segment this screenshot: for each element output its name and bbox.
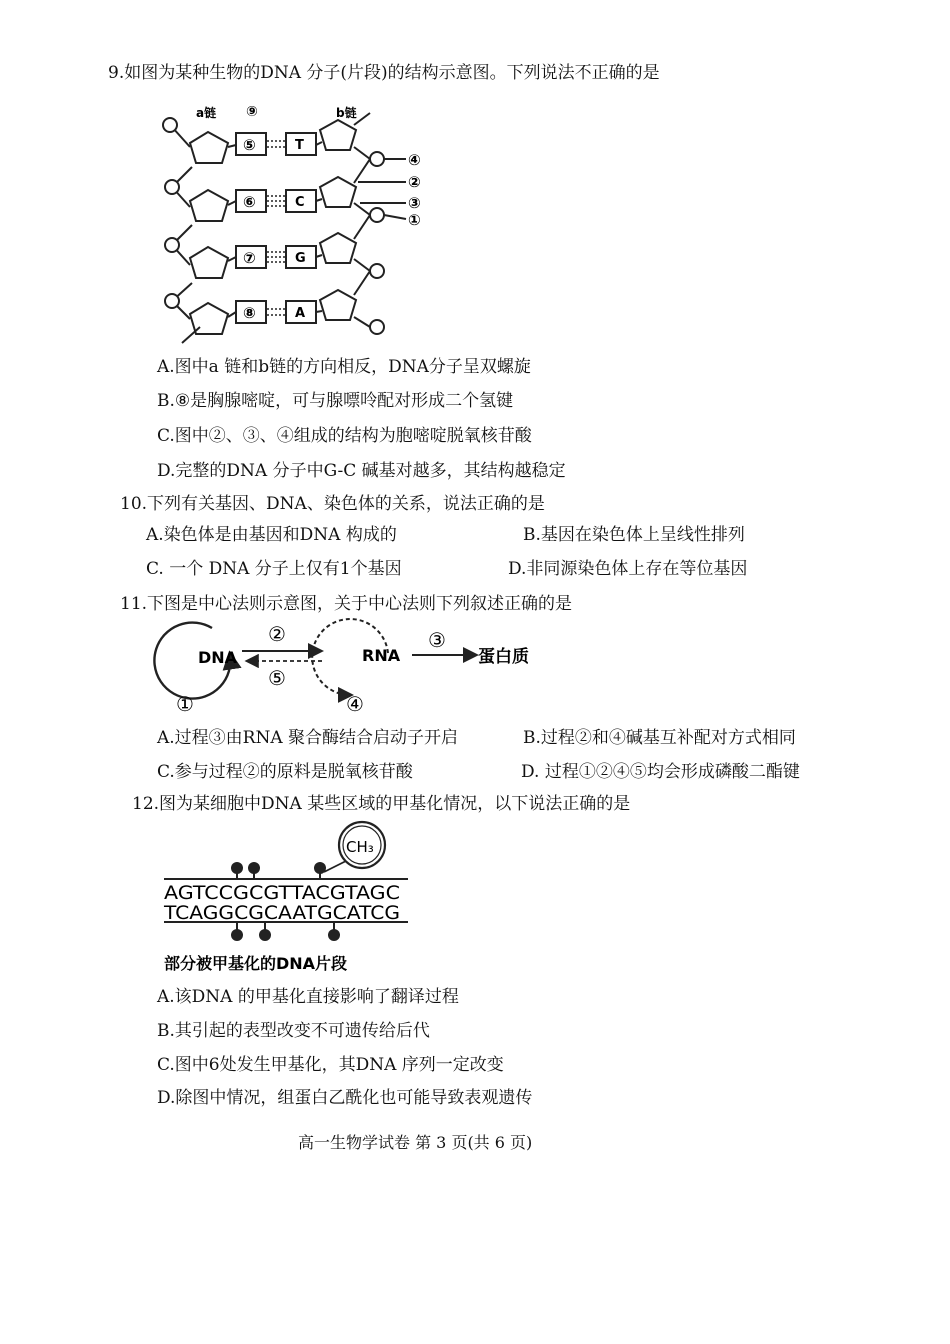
ch3-label: CH₃: [346, 838, 374, 856]
q11-stem: 11.下图是中心法则示意图，关于中心法则下列叙述正确的是: [120, 594, 573, 614]
label-1: ①: [408, 211, 421, 229]
base-num-6: ⑥: [243, 193, 256, 211]
bottom-sequence: TCAGGCGCAATGCATCG: [162, 902, 400, 924]
num9-label: ⑨: [246, 104, 258, 120]
q11-option-c[interactable]: C.参与过程②的原料是脱氧核苷酸: [157, 762, 413, 782]
q9-option-d[interactable]: D.完整的DNA 分子中G-C 碱基对越多，其结构越稳定: [157, 461, 566, 481]
q9-option-a[interactable]: A.图中a 链和b链的方向相反，DNA分子呈双螺旋: [157, 357, 531, 377]
label-2: ②: [408, 173, 421, 191]
b-strand-label: b链: [336, 106, 357, 120]
rna-label: RNA: [362, 646, 401, 665]
base-a: A: [295, 306, 306, 321]
q12-stem: 12.图为某细胞中DNA 某些区域的甲基化情况，以下说法正确的是: [132, 794, 631, 814]
base-num-7: ⑦: [243, 249, 256, 267]
dna-label: DNA: [198, 648, 238, 667]
q10-stem: 10.下列有关基因、DNA、染色体的关系，说法正确的是: [120, 494, 545, 514]
protein-label: 蛋白质: [478, 647, 529, 667]
q10-option-b[interactable]: B.基因在染色体上呈线性排列: [523, 525, 745, 545]
q12-option-a[interactable]: A.该DNA 的甲基化直接影响了翻译过程: [157, 987, 459, 1007]
q10-option-a[interactable]: A.染色体是由基因和DNA 构成的: [146, 525, 397, 545]
top-sequence: AGTCCGCGTTACGTAGC: [164, 882, 400, 904]
q10-option-d[interactable]: D.非同源染色体上存在等位基因: [508, 559, 748, 579]
q9-stem: 9.如图为某种生物的DNA 分子(片段)的结构示意图。下列说法不正确的是: [108, 63, 660, 83]
process-2-label: ②: [268, 622, 286, 646]
q9-option-c[interactable]: C.图中②、③、④组成的结构为胞嘧啶脱氧核苷酸: [157, 426, 532, 446]
q12-option-b[interactable]: B.其引起的表型改变不可遗传给后代: [157, 1021, 430, 1041]
central-dogma-figure: [150, 615, 550, 720]
base-t: T: [295, 138, 304, 153]
q10-option-c[interactable]: C. 一个 DNA 分子上仅有1个基因: [146, 559, 402, 579]
page-footer: 高一生物学试卷 第 3 页(共 6 页): [298, 1133, 533, 1152]
base-c: C: [295, 195, 305, 210]
dna-structure-figure: [150, 95, 450, 345]
q11-option-b[interactable]: B.过程②和④碱基互补配对方式相同: [523, 728, 796, 748]
q11-option-a[interactable]: A.过程③由RNA 聚合酶结合启动子开启: [157, 728, 459, 748]
base-num-8: ⑧: [243, 304, 256, 322]
q11-option-d[interactable]: D. 过程①②④⑤均会形成磷酸二酯键: [521, 762, 800, 782]
q12-option-d[interactable]: D.除图中情况，组蛋白乙酰化也可能导致表观遗传: [157, 1088, 533, 1108]
label-4: ④: [408, 151, 421, 169]
base-num-5: ⑤: [243, 136, 256, 154]
a-strand-label: a链: [196, 106, 217, 120]
label-3: ③: [408, 194, 421, 212]
process-3-label: ③: [428, 628, 446, 652]
process-4-label: ④: [346, 692, 364, 716]
process-1-label: ①: [176, 692, 194, 716]
q12-option-c[interactable]: C.图中6处发生甲基化，其DNA 序列一定改变: [157, 1055, 504, 1075]
methylation-figure: [158, 815, 418, 980]
base-g: G: [295, 251, 306, 266]
methylation-caption: 部分被甲基化的DNA片段: [164, 954, 348, 973]
q9-option-b[interactable]: B.⑧是胸腺嘧啶，可与腺嘌呤配对形成二个氢键: [157, 391, 514, 411]
process-5-label: ⑤: [268, 666, 286, 690]
